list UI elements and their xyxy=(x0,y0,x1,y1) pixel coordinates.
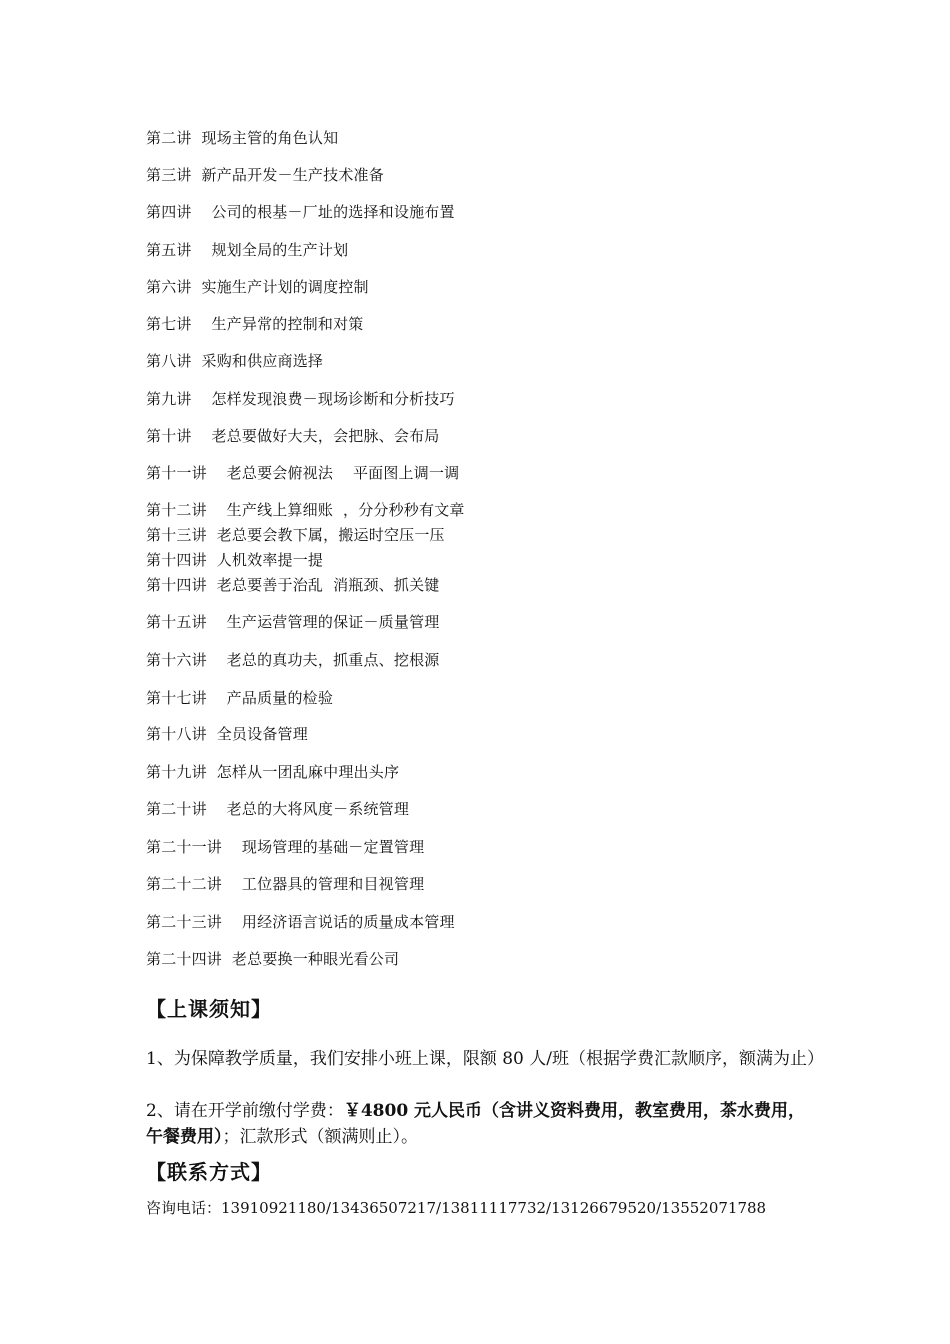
lecture-item: 第十一讲 老总要会俯视法 平面图上调一调 xyxy=(146,464,460,482)
lecture-item: 第二十一讲 现场管理的基础－定置管理 xyxy=(146,838,425,856)
lecture-item: 第八讲 采购和供应商选择 xyxy=(146,352,324,370)
lecture-item: 第七讲 生产异常的控制和对策 xyxy=(146,315,364,333)
lecture-item: 第十六讲 老总的真功夫，抓重点、挖根源 xyxy=(146,651,440,669)
lecture-item: 第五讲 规划全局的生产计划 xyxy=(146,241,349,259)
lecture-item: 第十五讲 生产运营管理的保证－质量管理 xyxy=(146,613,440,631)
contact-phone: 咨询电话：13910921180/13436507217/13811117732/13126679520/13552071788 xyxy=(146,1199,767,1217)
lecture-item: 第十四讲 老总要善于治乱 消瓶颈、抓关键 xyxy=(146,576,440,594)
lecture-item: 第十七讲 产品质量的检验 xyxy=(146,689,334,707)
lecture-item: 第二十讲 老总的大将风度－系统管理 xyxy=(146,800,410,818)
lecture-item: 第十八讲 全员设备管理 xyxy=(146,725,308,743)
notice-item-2 xyxy=(146,1098,816,1150)
contact-heading: 【联系方式】 xyxy=(146,1160,272,1184)
lecture-item: 第二讲 现场主管的角色认知 xyxy=(146,129,339,147)
notice-item-1: 1、为保障教学质量，我们安排小班上课，限额 80 人/班（根据学费汇款顺序，额满为止） xyxy=(146,1049,824,1069)
lecture-item: 第二十四讲 老总要换一种眼光看公司 xyxy=(146,950,400,968)
lecture-item: 第十讲 老总要做好大夫，会把脉、会布局 xyxy=(146,427,440,445)
lecture-item: 第十九讲 怎样从一团乱麻中理出头序 xyxy=(146,763,400,781)
lecture-item: 第九讲 怎样发现浪费－现场诊断和分析技巧 xyxy=(146,390,455,408)
notice-heading: 【上课须知】 xyxy=(146,997,272,1021)
notice-item-2-fee: ￥4800 元人民币（含讲义资料费用，教室费用，茶水费用，午餐费用） xyxy=(146,1101,806,1147)
lecture-item: 第四讲 公司的根基－厂址的选择和设施布置 xyxy=(146,203,455,221)
notice-item-2-prefix: 2、请在开学前缴付学费： xyxy=(146,1101,344,1121)
lecture-item: 第十四讲 人机效率提一提 xyxy=(146,551,324,569)
lecture-item: 第十三讲 老总要会教下属，搬运时空压一压 xyxy=(146,526,445,544)
lecture-item: 第二十二讲 工位器具的管理和目视管理 xyxy=(146,875,425,893)
lecture-item: 第三讲 新产品开发－生产技术准备 xyxy=(146,166,384,184)
lecture-item: 第十二讲 生产线上算细账 ，分分秒秒有文章 xyxy=(146,501,465,519)
lecture-item: 第六讲 实施生产计划的调度控制 xyxy=(146,278,369,296)
lecture-item: 第二十三讲 用经济语言说话的质量成本管理 xyxy=(146,913,455,931)
notice-item-2-suffix: ；汇款形式（额满则止）。 xyxy=(222,1127,418,1147)
